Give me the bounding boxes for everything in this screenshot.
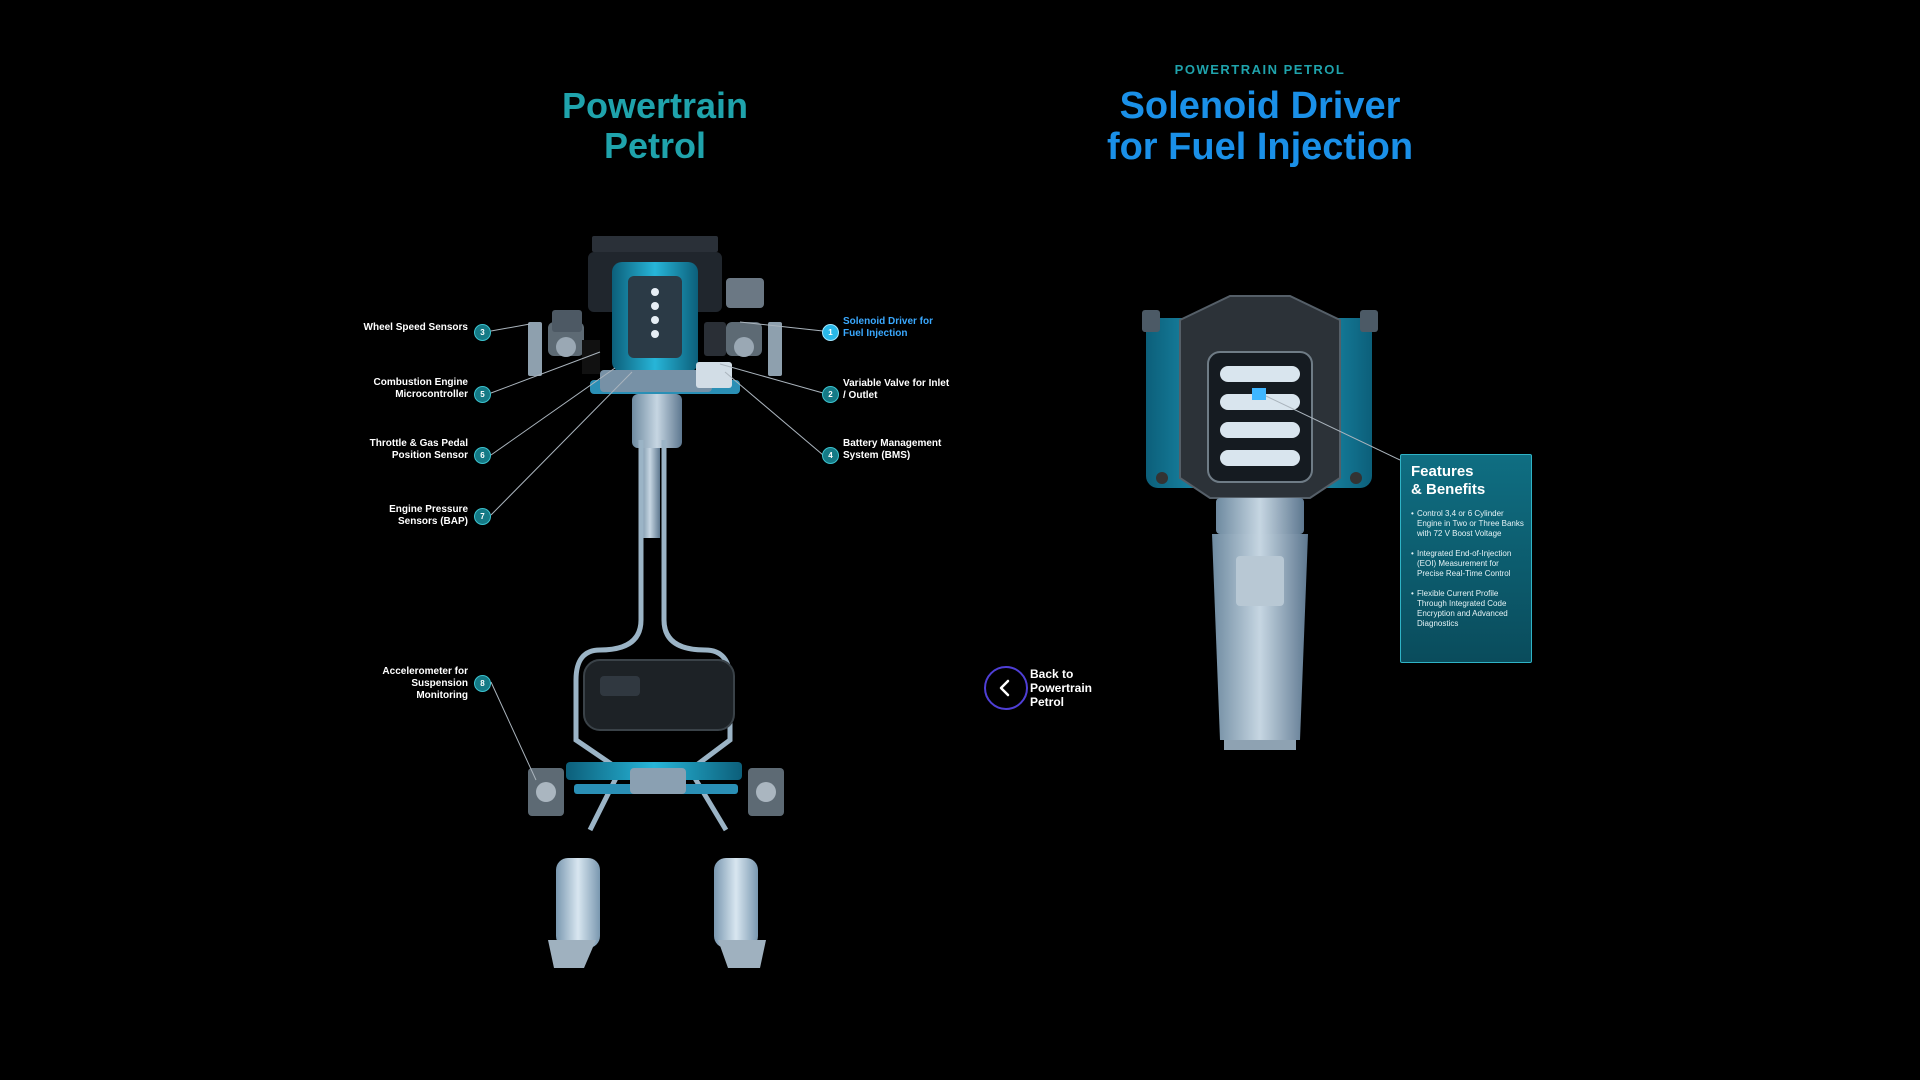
hotspot-label-solenoid-driver[interactable]: Solenoid Driver for Fuel Injection (843, 316, 934, 339)
hotspot-badge-5[interactable]: 5 (474, 386, 491, 403)
left-rear-axle (528, 762, 784, 816)
back-label-line1: Back to (1030, 667, 1074, 681)
hotspot-badge-2[interactable]: 2 (822, 386, 839, 403)
left-mufflers (548, 858, 766, 968)
features-benefits-card (1400, 454, 1532, 663)
chevron-left-icon (996, 678, 1016, 698)
hotspot-badge-8[interactable]: 8 (474, 675, 491, 692)
back-label-line3: Petrol (1030, 695, 1065, 709)
hotspot-badge-7[interactable]: 7 (474, 508, 491, 525)
hotspot-label-variable-valve[interactable]: Variable Valve for Inlet / Outlet (843, 378, 950, 401)
hotspot-label-bms[interactable]: Battery Management System (BMS) (843, 438, 942, 461)
left-title-line2: Petrol (603, 125, 707, 166)
right-title-line2: for Fuel Injection (1106, 126, 1414, 168)
features-heading (1411, 463, 1526, 499)
left-fuel-tank (584, 660, 734, 730)
features-heading-line2: & Benefits (1411, 481, 1486, 498)
features-list (1411, 509, 1527, 639)
right-panel-eyebrow: POWERTRAIN PETROL (1174, 62, 1346, 77)
hotspot-badge-4[interactable]: 4 (822, 447, 839, 464)
hotspot-label-combustion-mcu[interactable]: Combustion Engine Microcontroller (373, 377, 468, 400)
hotspot-badge-6[interactable]: 6 (474, 447, 491, 464)
right-engine (1142, 296, 1400, 750)
features-heading-line1: Features (1411, 463, 1474, 480)
feature-item: • Integrated End-of-Injection (EOI) Measurement for Precise Real-Time Control (1411, 549, 1527, 579)
hotspot-badge-3[interactable]: 3 (474, 324, 491, 341)
right-title-line1: Solenoid Driver (1119, 85, 1401, 127)
left-title-line1: Powertrain (561, 85, 749, 126)
hotspot-label-wheel-speed[interactable]: Wheel Speed Sensors (363, 322, 468, 333)
hotspot-label-accelerometer[interactable]: Accelerometer for Suspension Monitoring (382, 666, 468, 701)
hotspot-label-pressure-sensors[interactable]: Engine Pressure Sensors (BAP) (389, 504, 468, 527)
hotspot-label-throttle-sensor[interactable]: Throttle & Gas Pedal Position Sensor (369, 438, 468, 461)
feature-item: • Flexible Current Profile Through Integrated Code Encryption and Advanced Diagnostics (1411, 589, 1527, 629)
back-button[interactable] (984, 666, 1028, 710)
hotspot-badge-1[interactable]: 1 (822, 324, 839, 341)
back-label-line2: Powertrain (1030, 681, 1093, 695)
feature-item: • Control 3,4 or 6 Cylinder Engine in Two or Three Banks with 72 V Boost Voltage (1411, 509, 1527, 539)
back-button-label[interactable] (1030, 667, 1120, 709)
